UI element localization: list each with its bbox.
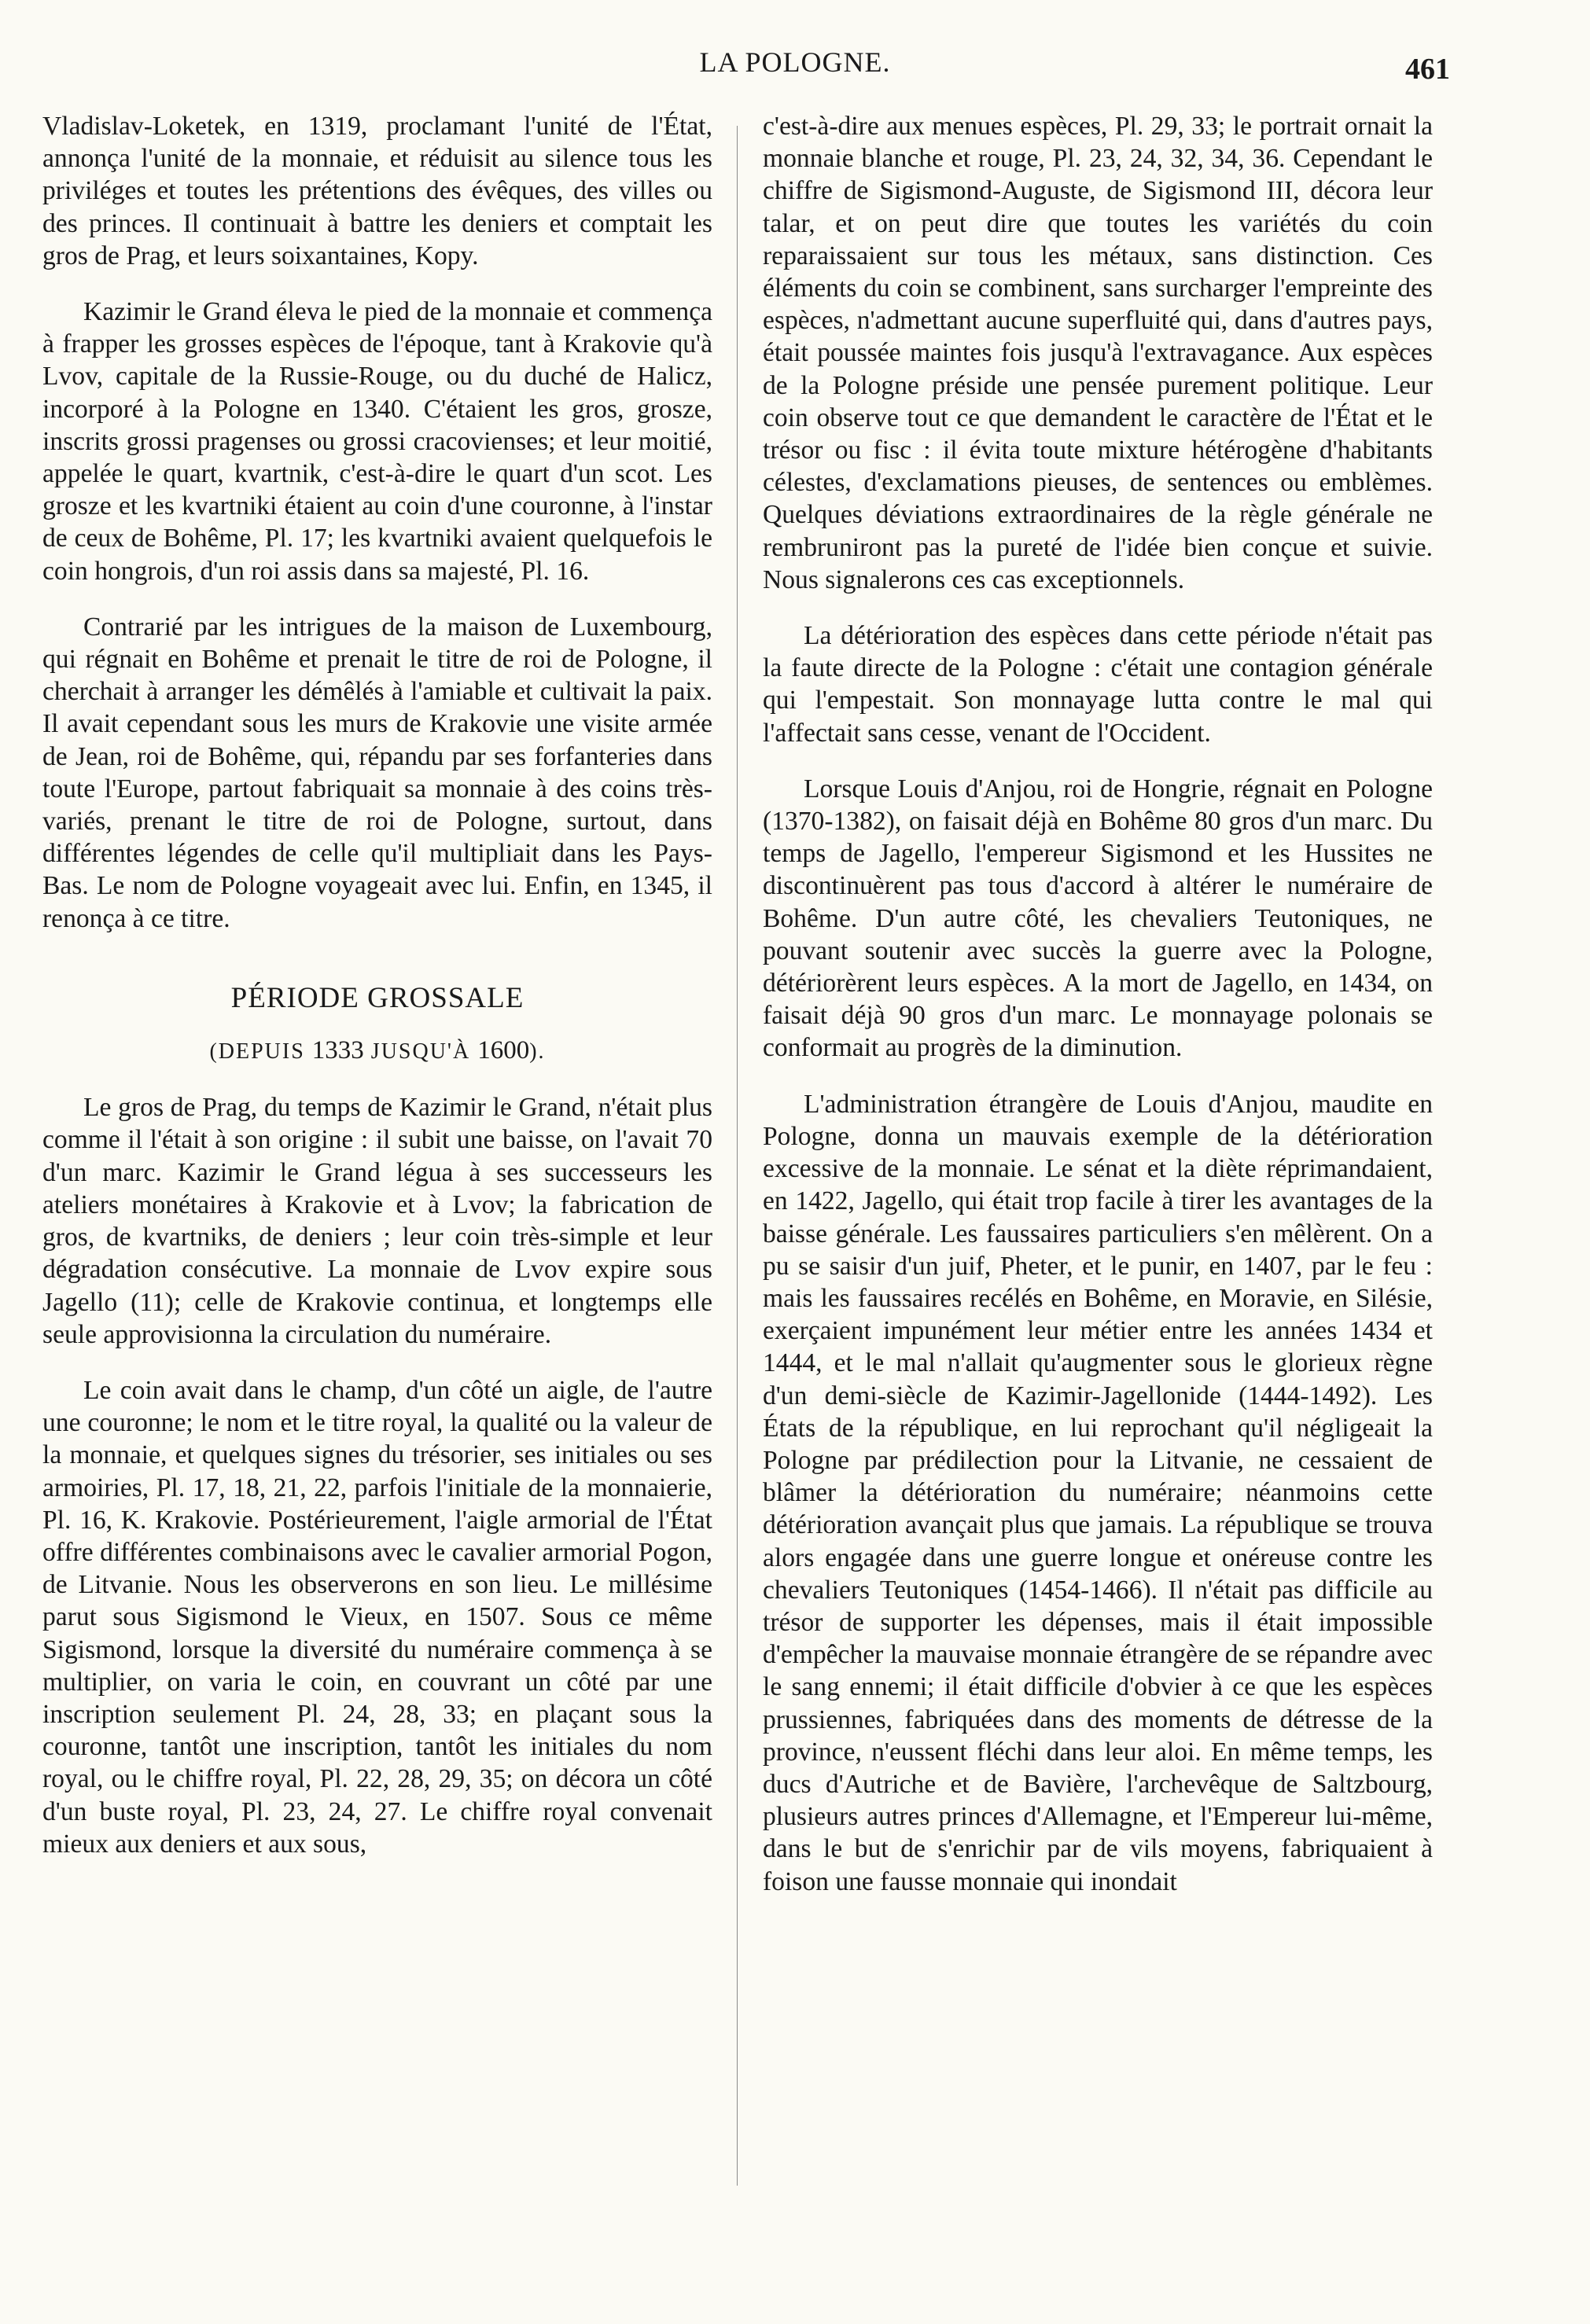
column-divider	[737, 126, 738, 2186]
page-header	[0, 46, 1590, 93]
paragraph: Le gros de Prag, du temps de Kazimir le Grand, n'était plus comme il l'était à son origine : il subit une baisse, on l'avait 70 d'un marc. Kazimir le Grand légua à ses successeurs les ateliers monétaires à Krakovie et à Lvov; la fabrication de gros, de kvartniks, de deniers ; leur coin très-simple et leur dégradation consécutive. La monnaie de Lvov expire sous Jagello (11); celle de Krakovie continua, et longtemps elle seule approvisionna la circulation du numéraire.	[42, 1093, 712, 1349]
paragraph: Kazimir le Grand éleva le pied de la monnaie et commença à frapper les grosses espèces de l'époque, tant à Krakovie qu'à Lvov, capitale de la Russie-Rouge, ou du duché de Halicz, incorporé à la Pologne en 1340. C'étaient les gros, grosze, inscrits grossi pragenses ou grossi cracovienses; et leur moitié, appelée le quart, kvartnik, c'est-à-dire le quart d'un scot. Les grosze et les kvartniki étaient au coin d'une couronne, à l'instar de ceux de Bohême, Pl. 17; les kvartniki avaient quelquefois le coin hongrois, d'un roi assis dans sa majesté, Pl. 16.	[42, 297, 712, 586]
paragraph: Lorsque Louis d'Anjou, roi de Hongrie, régnait en Pologne (1370-1382), on faisait déjà en Bohême 80 gros d'un marc. Du temps de Jagello, l'empereur Sigismond et les Hussites ne discontinuèrent pas tous d'accord à altérer le numéraire de Bohême. D'un autre côté, les chevaliers Teutoniques, ne pouvant soutenir avec succès la guerre avec la Pologne, détériorèrent leurs espèces. A la mort de Jagello, en 1434, on faisait déjà 90 gros d'un marc. Le monnayage polonais se conformait au progrès de la diminution.	[763, 774, 1433, 1063]
left-column	[42, 110, 712, 1884]
subtitle-connector: JUSQU'À	[363, 1039, 478, 1065]
section-subtitle	[42, 1035, 712, 1068]
paragraph: c'est-à-dire aux menues espèces, Pl. 29, 33; le portrait ornait la monnaie blanche et rouge, Pl. 23, 24, 32, 34, 36. Cependant le chiffre de Sigismond-Auguste, de Sigismond III, décora leur talar, et on peut dire que toutes les variétés du coin reparaissaient sur tous les métaux, sans distinction. Ces éléments du coin se combinent, sans surcharger l'empreinte des espèces, n'admettant aucune superfluité qui, dans d'autres pays, était poussée maintes fois jusqu'à l'extravagance. Aux espèces de la Pologne préside une pensée purement politique. Leur coin observe tout ce que demandent le caractère de l'État et le trésor ou fisc : il évita toute mixture hétérogène d'habitants célestes, d'exclamations pieuses, de sentences ou emblèmes. Quelques déviations extraordinaires de la règle générale ne rembruniront pas la pureté de l'idée bien conçue et suivie. Nous signalerons ces cas exceptionnels.	[763, 112, 1433, 594]
section-title: PÉRIODE GROSSALE	[230, 981, 524, 1014]
right-column	[763, 110, 1433, 1921]
subtitle-suffix: ).	[529, 1039, 546, 1065]
subtitle-prefix: (DEPUIS	[209, 1039, 312, 1065]
paragraph: L'administration étrangère de Louis d'Anjou, maudite en Pologne, donna un mauvais exemple de la détérioration excessive de la monnaie. Le sénat et la diète réprimandaient, en 1422, Jagello, qui était trop facile à tirer les avantages de la baisse générale. Les faussaires particuliers s'en mêlèrent. On a pu se saisir d'un juif, Pheter, et le punir, en 1407, par le feu : mais les faussaires recélés en Bohême, en Moravie, en Silésie, exerçaient impunément leur métier entre les années 1434 et 1444, et le mal n'allait qu'augmenter sous le glorieux règne d'un demi-siècle de Kazimir-Jagellonide (1444-1492). Les États de la république, en lui reprochant qu'il négligeait la Pologne par prédilection pour la Litvanie, ne cessaient de blâmer la détérioration du numéraire; néanmoins cette détérioration avançait plus que jamais. La république se trouva alors engagée dans une guerre longue et onéreuse contre les chevaliers Teutoniques (1454-1466). Il n'était pas difficile au trésor de supporter les dépenses, mais il était impossible d'empêcher la mauvaise monnaie étrangère de se répandre avec le sang ennemi; il était difficile d'obvier à ce que les espèces prussiennes, fabriquées dans des moments de détresse de la province, n'eussent fléchi dans leur aloi. En même temps, les ducs d'Autriche et de Bavière, l'archevêque de Saltzbourg, plusieurs autres princes d'Allemagne, et l'Empereur lui-même, dans le but de s'enrichir par de vils moyens, fabriquaient à foison une fausse monnaie qui inondait	[763, 1089, 1433, 1896]
subtitle-start-year: 1333	[311, 1036, 364, 1065]
paragraph: Contrarié par les intrigues de la maison de Luxembourg, qui régnait en Bohême et prenait le titre de roi de Pologne, il cherchait à arranger les démêlés à l'amiable et cultivait la paix. Il avait cependant sous les murs de Krakovie une visite armée de Jean, roi de Bohême, qui, répandu par ses forfanteries dans toute l'Europe, partout fabriquait sa monnaie à des coins très-variés, prenant le titre de roi de Pologne, surtout, dans différentes légendes de celle qu'il multipliait dans les Pays-Bas. Le nom de Pologne voyageait avec lui. Enfin, en 1345, il renonça à ce titre.	[42, 612, 712, 933]
subtitle-end-year: 1600	[477, 1036, 530, 1065]
running-head: LA POLOGNE.	[699, 46, 891, 78]
paragraph: Vladislav-Loketek, en 1319, proclamant l'unité de l'État, annonça l'unité de la monnaie, et réduisit au silence tous les priviléges et toutes les prétentions des évêques, des villes ou des princes. Il continuait à battre les deniers et comptait les gros de Prag, et leurs soixantaines, Kopy.	[42, 112, 712, 270]
page-number: 461	[1405, 53, 1450, 86]
paragraph: La détérioration des espèces dans cette période n'était pas la faute directe de la Pologne : c'était une contagion générale qui l'empestait. Son monnayage lutta contre le mal qui l'affectait sans cesse, venant de l'Occident.	[763, 621, 1433, 748]
paragraph: Le coin avait dans le champ, d'un côté un aigle, de l'autre une couronne; le nom et le titre royal, la qualité ou la valeur de la monnaie, et quelques signes du trésorier, ses initiales ou ses armoiries, Pl. 17, 18, 21, 22, parfois l'initiale de la monnaierie, Pl. 16, K. Krakovie. Postérieurement, l'aigle armorial de l'État offre différentes combinaisons avec le cavalier armorial Pogon, de Litvanie. Nous les observerons en son lieu. Le millésime parut sous Sigismond le Vieux, en 1507. Sous ce même Sigismond, lorsque la diversité du numéraire commença à se multiplier, on varia le coin, en couvrant un côté par une inscription seulement Pl. 24, 28, 33; en plaçant sous la couronne, tantôt une inscription, tantôt les initiales du nom royal, ou le chiffre royal, Pl. 22, 28, 29, 35; on décora un côté d'un buste royal, Pl. 23, 24, 27. Le chiffre royal convenait mieux aux deniers et aux sous,	[42, 1375, 712, 1859]
